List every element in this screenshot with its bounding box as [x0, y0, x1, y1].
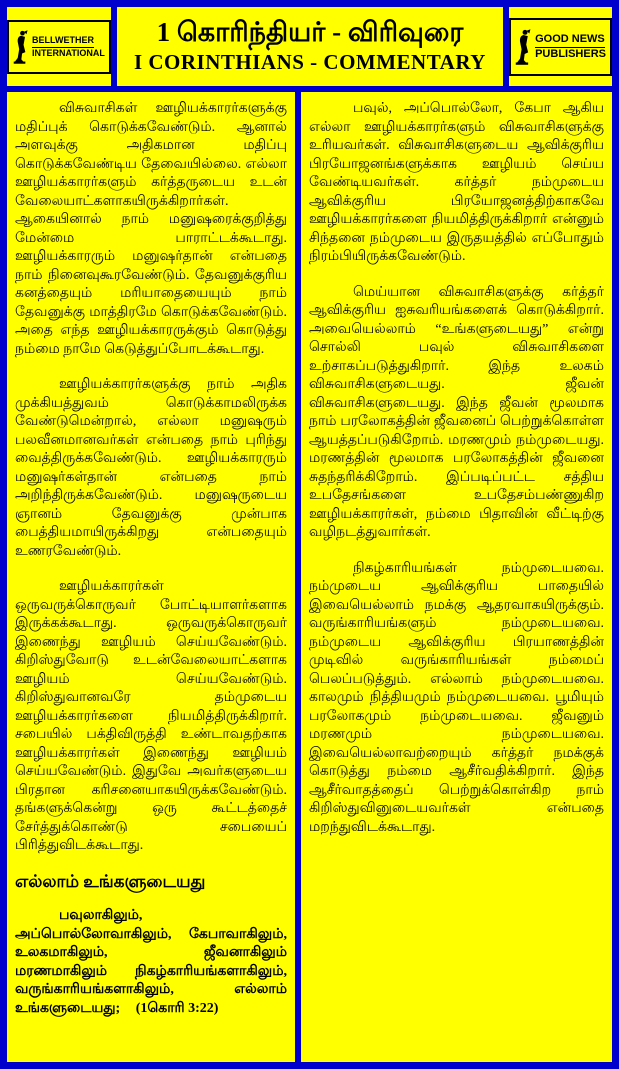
goodnews-logo-line1: GOOD NEWS	[535, 33, 605, 48]
right-paragraph-3: நிகழ்காரியங்கள் நம்முடையவை. நம்முடைய ஆவிக்குரிய பாதையில் இவையெல்லாம் நமக்கு ஆதரவாகயிருக்கும். வருங்காரியங்களும் நம்முடையவை. நம்முடைய ஆவிக்குரிய பிரயாணத்தின் முடிவில் வருங்காரியங்கள் நம்மைப் பெலப்படுத்தும். எல்லாம் நம்முடையவை. காலமும் நித்தியமும் நம்முடையவை. பூமியும் பரலோகமும் நம்முடையவை. ஜீவனும் மரணமும் நம்முடையவை. இவையெல்லாவற்றையும் கர்த்தர் நமக்குக் கொடுத்து நம்மை ஆசீர்வதிக்கிறார். இந்த ஆசீர்வாதத்தைப் பெற்றுக்கொள்கிற நாம் கிறிஸ்துவினுடையவர்கள் என்பதை மறந்துவிடக்கூடாது.	[309, 560, 604, 835]
bellwether-logo-cell	[7, 7, 111, 86]
scripture-reference: (1கொரி 3:22)	[135, 1000, 219, 1016]
goodnews-logo-text	[535, 33, 606, 60]
right-column	[301, 92, 612, 1062]
right-paragraph-1: பவுல், அப்பொல்லோ, கேபா ஆகிய எல்லா ஊழியக்காரர்களும் விசுவாசிகளுக்கு உரியவர்கள். விசுவாசிகளுடைய ஆவிக்குரிய பிரயோஜனங்களுக்காக ஊழியம் செய்ய வேண்டியவர்கள். கர்த்தர் நம்முடைய ஆவிக்குரிய பிரயோஜனத்திற்காகவே ஊழியக்காரர்களை நியமித்திருக்கிறார் என்னும் சிந்தனை நம்முடைய இருதயத்தில் எப்போதும் நிரம்பியிருக்கவேண்டும்.	[309, 101, 604, 264]
bellwether-logo-line1: BELLWETHER	[32, 35, 94, 47]
scripture-quote-text: பவுலாகிலும், அப்பொல்லோவாகிலும், கேபாவாகிலும், உலகமாகிலும், ஜீவனாகிலும் மரணமாகிலும் நிகழ்காரியங்களாகிலும், வருங்காரியங்களாகிலும், எல்லாம் உங்களுடையது;	[15, 908, 287, 1016]
left-column	[7, 92, 295, 1062]
left-paragraph-2: ஊழியக்காரர்களுக்கு நாம் அதிக முக்கியத்துவம் கொடுக்காமலிருக்க வேண்டுமென்றால், எல்லா மனுஷரும் பலவீனமானவர்கள் என்பதை நாம் புரிந்து வைத்திருக்கவேண்டும். ஊழியக்காரரும் மனுஷர்கள்தான் என்பதை நாம் அறிந்திருக்கவேண்டும். மனுஷருடைய ஞானம் தேவனுக்கு முன்பாக பைத்தியமாயிருக்கிறது என்பதையும் உணரவேண்டும்.	[15, 377, 287, 559]
goodnews-logo-line2: PUBLISHERS	[535, 47, 606, 60]
goodnews-logo-cell	[509, 7, 612, 86]
title-block	[117, 7, 503, 86]
goodnews-logo	[509, 18, 612, 76]
header	[7, 7, 612, 86]
tamil-title: 1 கொரிந்தியர் - விரிவுரை	[156, 16, 464, 47]
statue-figure-icon	[13, 25, 29, 69]
english-title: I CORINTHIANS - COMMENTARY	[133, 50, 486, 75]
scripture-quote	[15, 907, 287, 1018]
commentary-body	[7, 92, 612, 1062]
statue-figure-icon	[515, 23, 532, 71]
bellwether-logo-text	[32, 35, 105, 58]
right-paragraph-2: மெய்யான விசுவாசிகளுக்கு கர்த்தர் ஆவிக்குரிய ஐசுவரியங்களைக் கொடுக்கிறார். அவையெல்லாம் “உங்களுடையது” என்று சொல்லி பவுல் விசுவாசிகளை உற்சாகப்படுத்துகிறார். இந்த உலகம் விசுவாசிகளுடையது. ஜீவன் விசுவாசிகளுடையது. இந்த ஜீவன் மூலமாக நாம் பரலோகத்தின் ஜீவனைப் பெற்றுக்கொள்ள ஆயத்தப்படுகிறோம். மரணமும் நம்முடையது. மரணத்தின் மூலமாக பரலோகத்தின் ஜீவனை சுதந்தரிக்கிறோம். இப்படிப்பட்ட சத்திய உபதேசங்களை உபதேசம்பண்ணுகிற ஊழியக்காரர்கள், நம்மை பிதாவின் வீட்டிற்கு வழிநடத்துவார்கள்.	[309, 284, 604, 540]
bellwether-logo-line2: INTERNATIONAL	[32, 47, 105, 58]
left-paragraph-1: விசுவாசிகள் ஊழியக்காரர்களுக்கு மதிப்புக் கொடுக்கவேண்டும். ஆனால் அளவுக்கு அதிகமான மதிப்பு கொடுக்கவேண்டிய தேவையில்லை. எல்லா ஊழியக்காரர்களும் கர்த்தருடைய உடன் வேலையாட்களாகயிருக்கிறார்கள். ஆகையினால் நாம் மனுஷரைக்குறித்து மேன்மை பாராட்டக்கூடாது. ஊழியக்காரரும் மனுஷர்தான் என்பதை நாம் நினைவுகூரவேண்டும். தேவனுக்குரிய கனத்தையும் மரியாதையையும் நாம் தேவனுக்கு மாத்திரமே கொடுக்கவேண்டும். அதை எந்த ஊழியக்காரருக்கும் கொடுத்து நம்மை நாமே கெடுத்துப்போடக்கூடாது.	[15, 101, 287, 357]
bellwether-logo	[7, 20, 111, 74]
left-paragraph-3: ஊழியக்காரர்கள் ஒருவருக்கொருவர் போட்டியாளர்களாக இருக்கக்கூடாது. ஒருவருக்கொருவர் இணைந்து ஊழியம் செய்யவேண்டும். கிறிஸ்துவோடு உடன்வேலையாட்களாக ஊழியம் செய்யவேண்டும். கிறிஸ்துவானவரே தம்முடைய ஊழியக்காரர்களை நியமித்திருக்கிறார். சபையில் பக்திவிருத்தி உண்டாவதற்காக ஊழியக்காரர்கள் இணைந்து ஊழியம் செய்யவேண்டும். இதுவே அவர்களுடைய பிரதான கரிசனையாகயிருக்கவேண்டும். தங்களுக்கென்று ஒரு கூட்டத்தைச் சேர்த்துக்கொண்டு சபையைப் பிரித்துவிடக்கூடாது.	[15, 579, 287, 853]
section-heading: எல்லாம் உங்களுடையது	[15, 871, 206, 891]
